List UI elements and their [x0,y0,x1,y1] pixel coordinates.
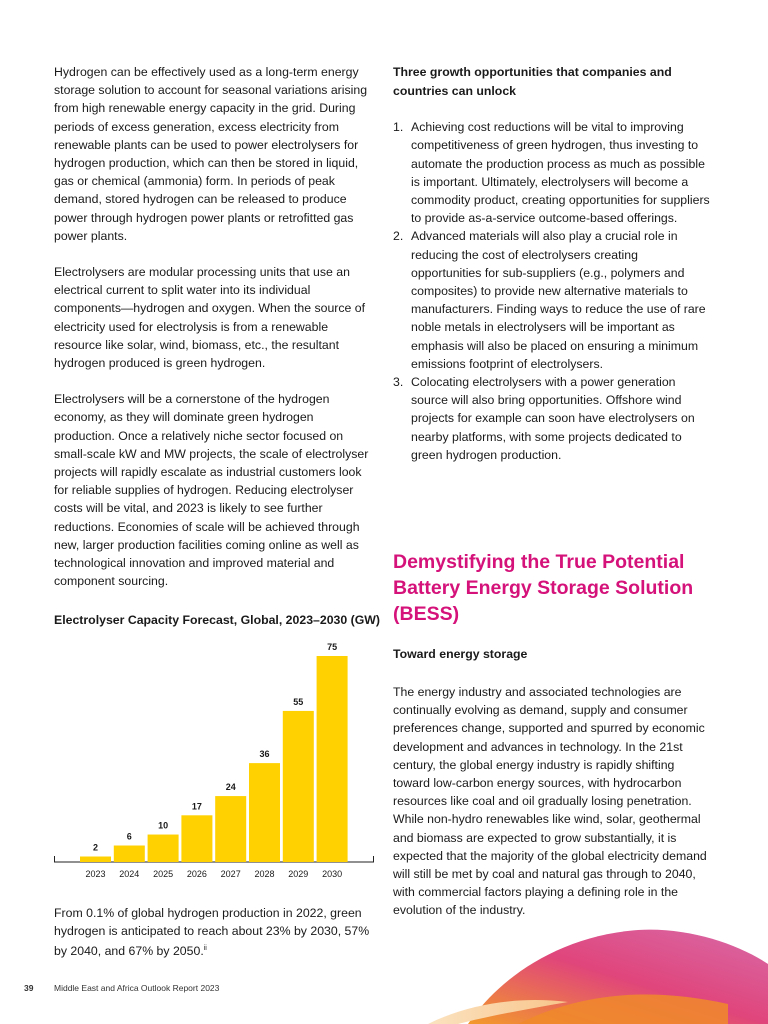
list-item-text: Colocating electrolysers with a power generation source will also bring opportunities. Offshore wind projects for example can soon have electrolysers on nearby platforms, with some projects dedicated to green hydrogen production. [411,375,695,462]
x-tick-label: 2030 [322,869,343,879]
list-item [393,118,711,227]
list-item [393,373,711,464]
opportunities-heading: Three growth opportunities that companies and countries can unlock [393,65,672,98]
bar [148,835,179,862]
x-tick-label: 2025 [153,869,174,879]
paragraph-green-hydrogen-share [54,904,376,961]
footnote-marker: ii [203,945,207,953]
paragraph-electrolysers: Electrolysers are modular processing units that use an electrical current to split water into its individual components—hydrogen and oxygen. When the source of electricity used for electrolysis is from a renewable resource like solar, wind, biomass, etc., the resultant hydrogen produced is green hydrogen. [54,265,366,371]
decorative-wave [428,924,768,1024]
page-number: 39 [24,983,34,993]
list-item-number: 2. [393,229,404,244]
data-label: 17 [191,801,202,812]
data-label: 10 [158,820,169,831]
bar [283,711,314,862]
chart-title: Electrolyser Capacity Forecast, Global, 2023–2030 (GW) [54,613,381,627]
section-subheading: Toward energy storage [393,647,528,661]
list-item-number: 1. [393,120,404,135]
x-tick-label: 2026 [186,869,207,879]
report-title: Middle East and Africa Outlook Report 2023 [54,983,220,993]
bar [114,846,145,862]
bar [80,857,111,862]
left-column [54,63,374,608]
list-item-text: Advanced materials will also play a crucial role in reducing the cost of electrolysers creating opportunities for sub-suppliers (e.g., polymers and composites) to provide new alternative materials to manufacturers. Finding ways to reduce the use of rare noble metals in electrolysers will be important as emphasis will also be placed on ensuring a minimum emissions footprint of electrolysers. [411,229,706,371]
data-label: 24 [225,782,236,793]
list-item-text: Achieving cost reductions will be vital to improving competitiveness of green hydrogen, thus investing to automate the production process as much as possible is important. Ultimately, electrolysers will become a commodity product, creating opportunities for suppliers to provide as-a-service outcome-based offerings. [411,120,710,226]
right-column [393,63,711,464]
data-label: 36 [259,749,270,760]
opportunities-list [393,118,711,464]
data-label: 2 [92,842,99,853]
x-tick-label: 2029 [288,869,309,879]
electrolyser-capacity-chart [50,636,380,881]
data-label: 6 [126,831,132,842]
paragraph-hydrogen-storage: Hydrogen can be effectively used as a long-term energy storage solution to account for seasonal variations arising from high renewable energy capacity in the grid. During periods of excess generation, excess electricity from renewable plants can be used to power electrolysers for hydrogen production, which can then be stored in liquid, gas or chemical (ammonia) form. In periods of peak demand, stored hydrogen can be released to produce power through hydrogen power plants or retrofitted gas power plants. [54,65,368,243]
bar [317,656,348,862]
list-item [393,227,711,373]
section-title: Demystifying the True Potential Battery Energy Storage Solution (BESS) [393,551,694,625]
bar [181,815,212,862]
paragraph-energy-industry: The energy industry and associated technologies are continually evolving as demand, supply and consumer preferences change, supported and spurred by economic development and advances in technology. In the 21st century, the global energy industry is rapidly shifting toward low-carbon energy sources, with hydrocarbon resources like coal and oil gradually losing penetration. While non-hydro renewables like wind, solar, geothermal and biomass are expected to grow substantially, it is expected that the majority of the global electricity demand will still be met by coal and natural gas through to 2040, with commercial factors playing a defining role in the evolution of the industry. [393,685,707,918]
x-tick-label: 2023 [85,869,106,879]
green-hydrogen-share-text: From 0.1% of global hydrogen production in 2022, green hydrogen is anticipated to reach about 23% by 2030, 57% by 2040, and 67% by 2050. [54,906,370,959]
x-tick-label: 2024 [119,869,140,879]
x-tick-label: 2027 [220,869,241,879]
data-label: 75 [327,642,338,652]
list-item-number: 3. [393,375,404,390]
bar [249,763,280,862]
paragraph-electrolyser-cornerstone: Electrolysers will be a cornerstone of the hydrogen economy, as they will dominate green hydrogen production. Once a relatively niche sector focused on small-scale kW and MW projects, the scale of electrolyser projects will rapidly escalate as industrial customers look for reliable supplies of hydrogen. Reducing electrolyser costs will be vital, and 2023 is likely to see further reductions. Economies of scale will be achieved through new, larger production facilities coming online as well as technological innovation and improved material and component sourcing. [54,392,369,589]
x-tick-label: 2028 [254,869,275,879]
data-label: 55 [293,696,304,707]
bar [215,796,246,862]
